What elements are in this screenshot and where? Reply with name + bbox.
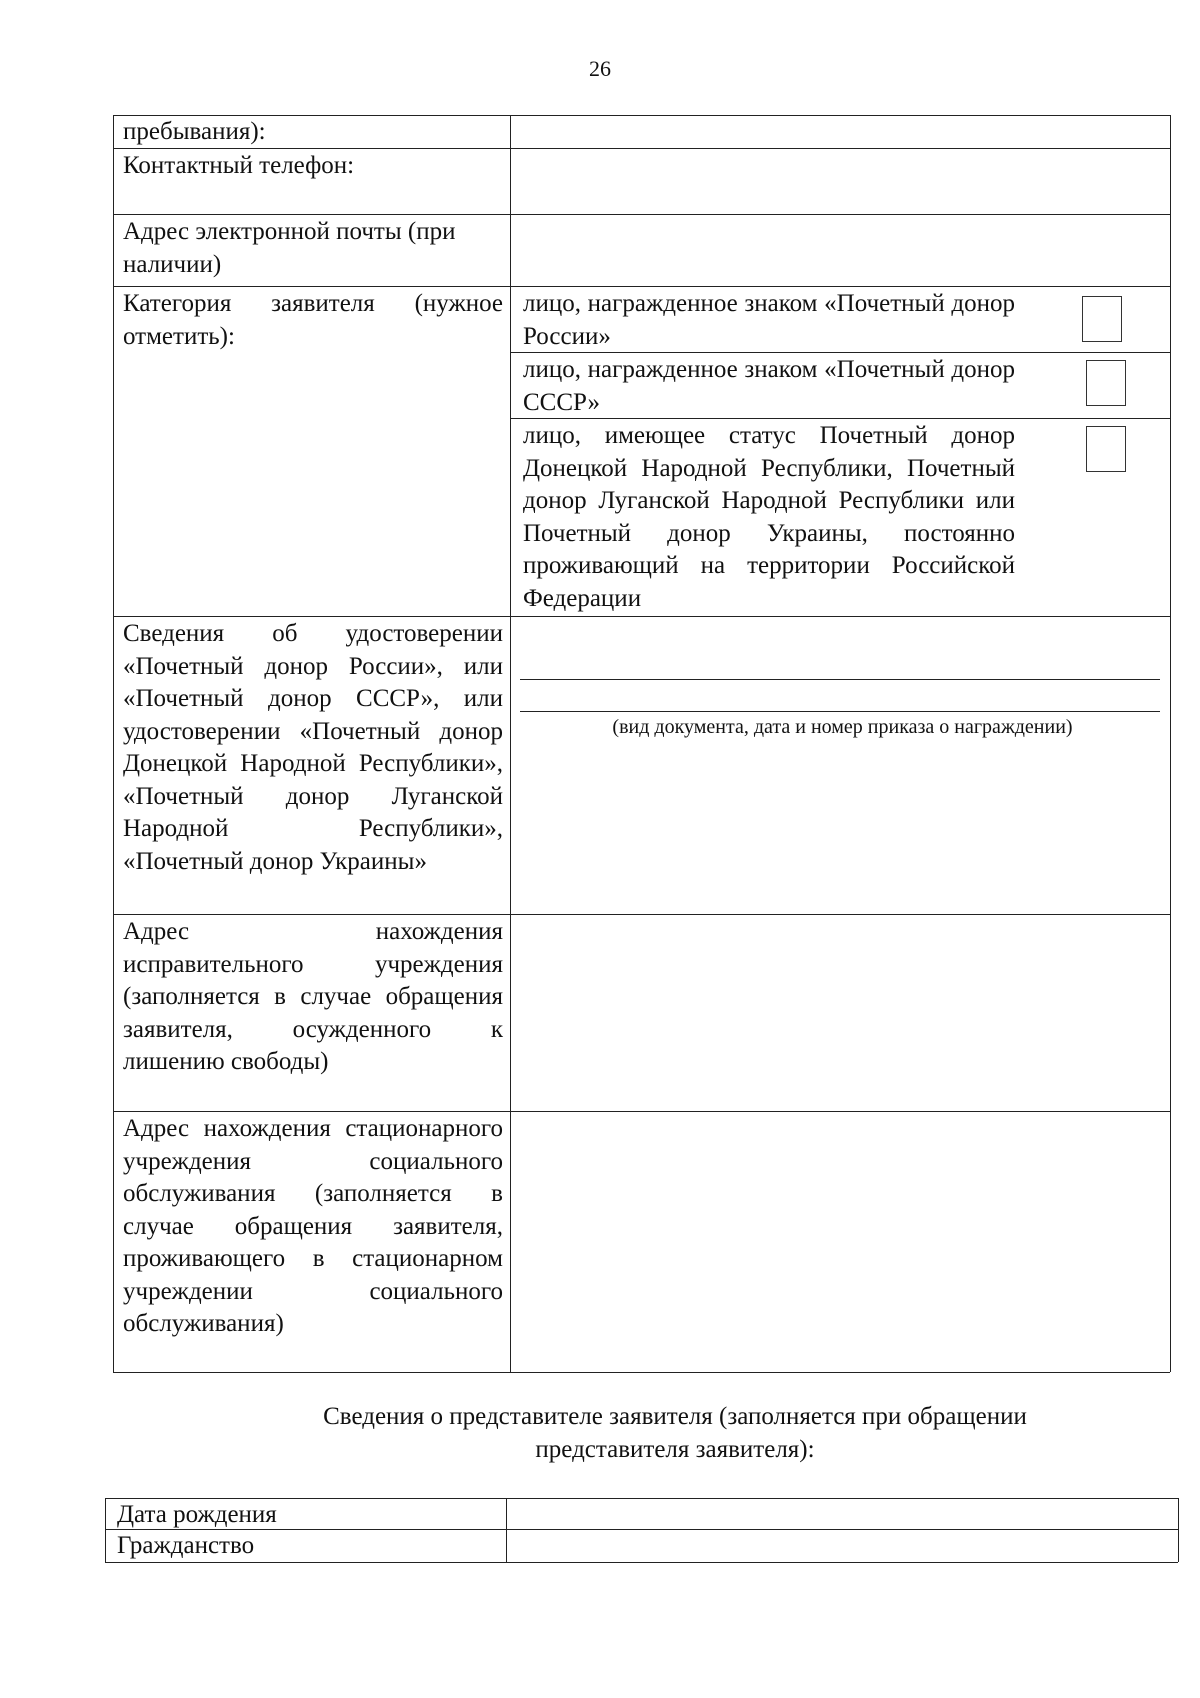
email-field[interactable] [512, 216, 1168, 284]
category-option-dnr-lnr-ukraine [523, 420, 1015, 615]
label-citizenship: Гражданство [117, 1532, 255, 1559]
label-email: Адрес электронной почты (при наличии) [123, 218, 456, 278]
table-border [506, 1498, 507, 1562]
table-border [113, 286, 1170, 287]
label-social-facility-address [123, 1113, 503, 1341]
label-certificate [123, 618, 503, 878]
table-border [113, 1111, 1170, 1112]
category-option-ussr-text: лицо, награжденное знаком «Почетный донор СССР» [523, 356, 1015, 416]
citizenship-field[interactable] [508, 1531, 1176, 1561]
category-option-dnr-lnr-ukraine-text: лицо, имеющее статус Почетный донор Донецкой Народной Республики, Почетный донор Луганской Народной Республики или Почетный донор Украины, постоянно проживающий на территории Российской Федерации [523, 422, 1015, 612]
label-category [123, 288, 503, 353]
checkbox-ussr[interactable] [1086, 360, 1126, 406]
table-border [113, 616, 1170, 617]
table-border [113, 1372, 1170, 1373]
label-category-text: Категория заявителя (нужное отметить): [123, 290, 503, 350]
category-option-russia [523, 288, 1015, 353]
certificate-fill-line[interactable] [520, 679, 1160, 680]
birth-date-field[interactable] [508, 1500, 1176, 1528]
label-birth-date: Дата рождения [117, 1501, 277, 1528]
checkbox-dnr-lnr-ukraine[interactable] [1086, 426, 1126, 472]
table-border [113, 914, 1170, 915]
representative-section-heading: Сведения о представителе заявителя (заполняется при обращении представителя заявителя): [323, 1403, 1027, 1463]
page-number: 26 [589, 56, 611, 81]
phone-field[interactable] [512, 150, 1168, 212]
table-border [1170, 115, 1171, 1372]
table-border [113, 115, 114, 1372]
table-border [105, 1498, 106, 1562]
certificate-fill-line[interactable] [520, 711, 1160, 712]
table-border [113, 214, 1170, 215]
label-phone: Контактный телефон: [123, 152, 355, 179]
label-correctional-address-text: Адрес нахождения исправительного учреждения (заполняется в случае обращения заявителя, осужденного к лишению свободы) [123, 918, 503, 1075]
correctional-address-field[interactable] [512, 916, 1168, 1109]
label-social-facility-address-text: Адрес нахождения стационарного учреждения социального обслуживания (заполняется в случае обращения заявителя, проживающего в стационарном учреждении социального обслуживания) [123, 1115, 503, 1337]
category-option-russia-text: лицо, награжденное знаком «Почетный донор России» [523, 290, 1015, 350]
label-correctional-address [123, 916, 503, 1079]
label-certificate-text: Сведения об удостоверении «Почетный донор России», или «Почетный донор СССР», или удостоверении «Почетный донор Донецкой Народной Республики», «Почетный донор Луганской Народной Республики», «Почетный донор Украины» [123, 620, 503, 875]
table-border [510, 115, 511, 1372]
table-border [1178, 1498, 1179, 1562]
certificate-caption: (вид документа, дата и номер приказа о награждении) [612, 716, 1073, 738]
social-facility-address-field[interactable] [512, 1113, 1168, 1370]
category-option-ussr [523, 354, 1015, 419]
residence-value-field[interactable] [512, 117, 1168, 147]
checkbox-russia[interactable] [1082, 296, 1122, 342]
label-residence-cont: пребывания): [123, 118, 266, 145]
